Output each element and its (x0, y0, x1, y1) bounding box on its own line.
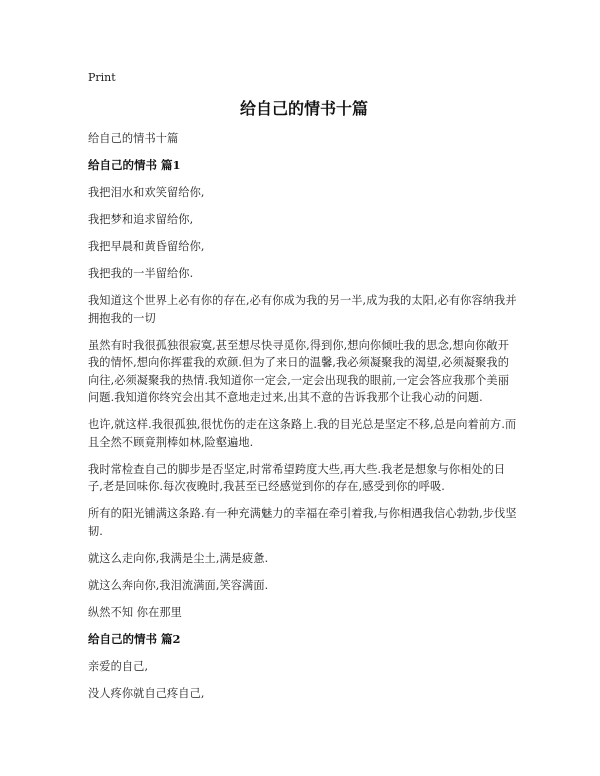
paragraph: 虽然有时我很孤独很寂寞,甚至想尽快寻觅你,得到你,想向你倾吐我的思念,想向你敞开我的情怀,想向你挥霍我的欢颜.但为了来日的温馨,我必须凝聚我的渴望,必须凝聚我的向往,必须凝聚我的热情.我知道你一定会,一定会出现我的眼前,一定会答应我那个美丽问题.我知道你终究会出其不意地走过来,出其不意的告诉我那个让我心动的问题. (88, 338, 509, 404)
paragraph: 亲爱的自己, (88, 659, 149, 673)
section-heading-2: 给自己的情书 篇2 (88, 631, 181, 646)
paragraph: 纵然不知 你在那里 (88, 605, 182, 619)
section-heading-1: 给自己的情书 篇1 (88, 158, 181, 172)
paragraph: 我把我的一半留给你. (88, 267, 194, 280)
paragraph: 所有的阳光铺满这条路.有一种充满魅力的幸福在牵引着我,与你相遇我信心勃勃,步伐坚韧. (88, 507, 517, 538)
paragraph: 就这么奔向你,我泪流满面,笑容满面. (88, 578, 269, 592)
document-subtitle: 给自己的情书十篇 (88, 132, 179, 145)
paragraph: 没人疼你就自己疼自己, (88, 686, 205, 700)
document-body (88, 130, 520, 712)
paragraph: 我把泪水和欢笑留给你, (88, 186, 205, 199)
print-label: Print (88, 71, 116, 84)
paragraph: 我时常检查自己的脚步是否坚定,时常希望跨度大些,再大些.我老是想象与你相处的日子,老是回味你.每次夜晚时,我甚至已经感觉到你的存在,感受到你的呼吸. (88, 462, 506, 493)
paragraph: 就这么走向你,我满是尘土,满是疲惫. (88, 551, 269, 565)
paragraph: 我把早晨和黄昏留给你, (88, 240, 205, 253)
paragraph: 我知道这个世界上必有你的存在,必有你成为我的另一半,成为我的太阳,必有你容纳我并拥抱我的一切 (88, 294, 517, 325)
document-title: 给自己的情书十篇 (239, 99, 368, 118)
paragraph: 我把梦和追求留给你, (88, 213, 194, 226)
paragraph: 也许,就这样.我很孤独,很忧伤的走在这条路上.我的目光总是坚定不移,总是向着前方.而且全然不顾竟荆棒如林,险壑遍地. (88, 418, 517, 449)
